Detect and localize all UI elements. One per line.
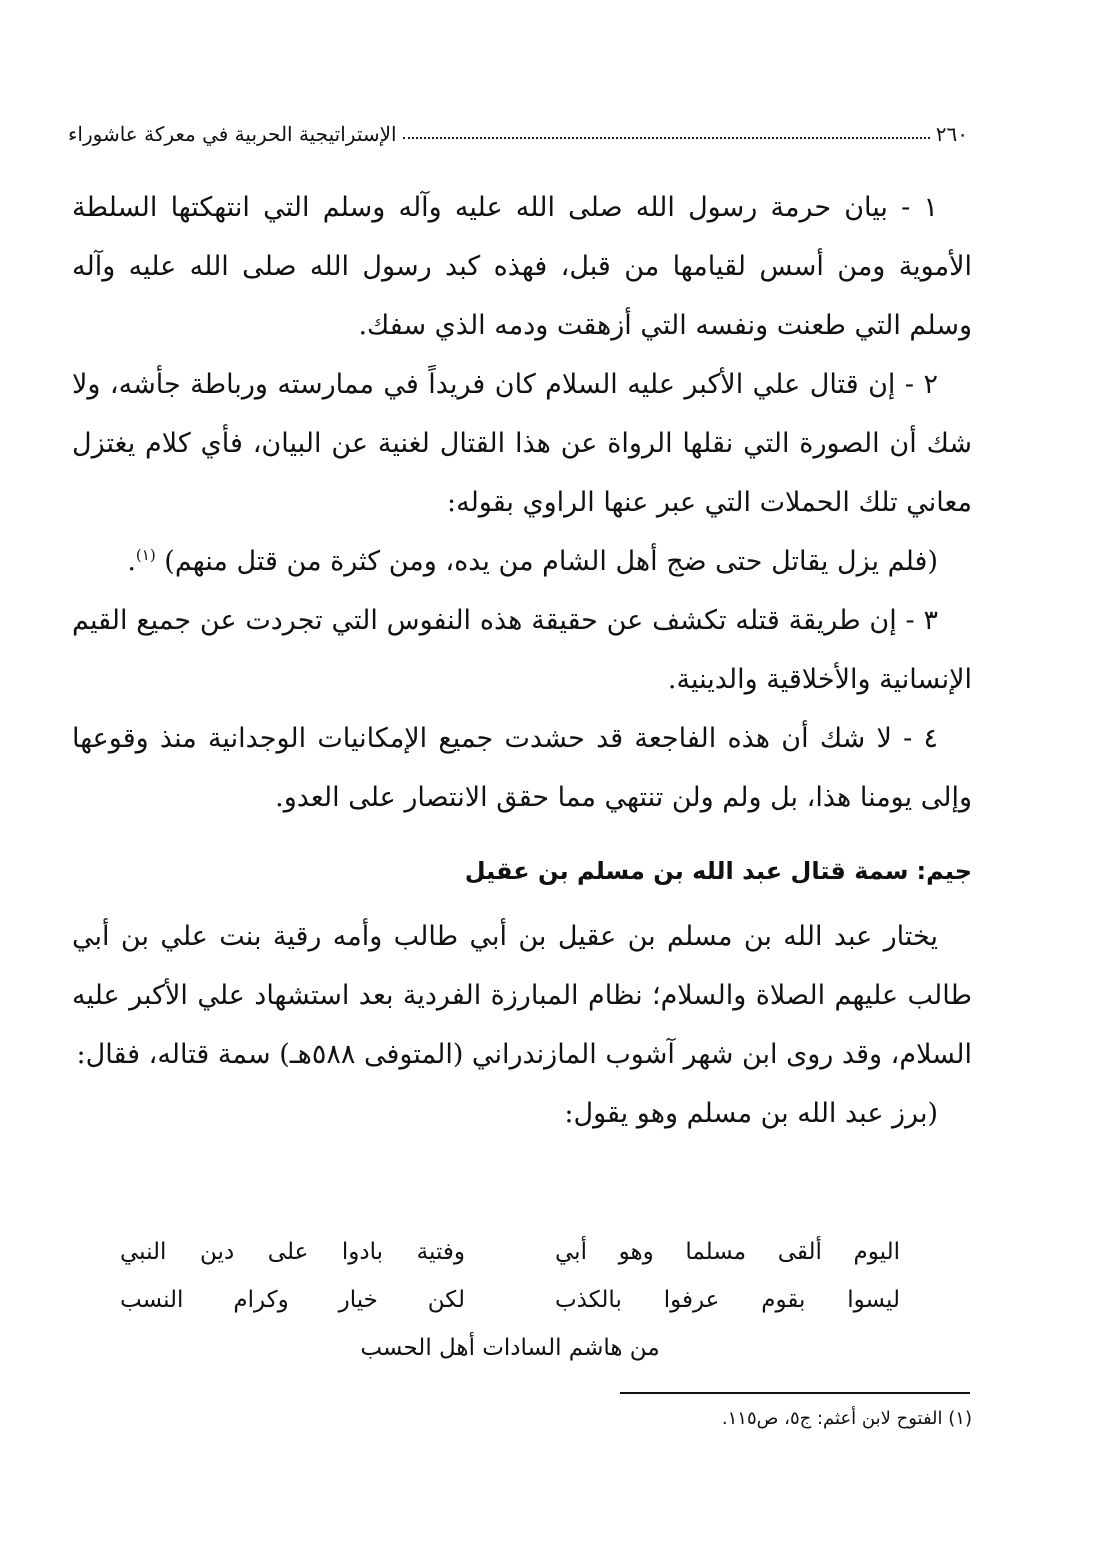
poem	[120, 1228, 900, 1372]
body-text	[72, 178, 972, 1143]
paragraph-4: ٤ - لا شك أن هذه الفاجعة قد حشدت جميع الإمكانيات الوجدانية منذ وقوعها وإلى يومنا هذا، بل ولم ولن تنتهي مما حقق الانتصار على العدو.	[72, 723, 972, 813]
poem-closing-line: من هاشم السادات أهل الحسب	[360, 1335, 660, 1361]
section-label: جيم	[926, 857, 972, 885]
quote-line	[72, 532, 972, 591]
poem-intro: (برز عبد الله بن مسلم وهو يقول:	[564, 1098, 938, 1129]
section-title: سمة قتال عبد الله بن مسلم بن عقيل	[464, 857, 909, 885]
paragraph-3: ٣ - إن طريقة قتله تكشف عن حقيقة هذه النفوس التي تجردت عن جميع القيم الإنسانية والأخلاقية والدينية.	[72, 605, 972, 695]
page-header	[68, 112, 968, 146]
paragraph-2: ٢ - إن قتال علي الأكبر عليه السلام كان فريداً في ممارسته ورباطة جأشه، ولا شك أن الصورة التي نقلها الرواة عن هذا القتال لغنية عن البيان، فأي كلام يغتزل معاني تلك الحملات التي عبر عنها الراوي بقوله:	[72, 369, 972, 518]
footnote-reference: (١)	[135, 546, 156, 564]
poem-verse-1	[120, 1228, 900, 1276]
paragraph-1: ١ - بيان حرمة رسول الله صلى الله عليه وآله وسلم التي انتهكتها السلطة الأموية ومن أسس لقيامها من قبل، فهذه كبد رسول الله صلى الله عليه وآله وسلم التي طعنت ونفسه التي أزهقت ودمه الذي سفك.	[72, 192, 972, 341]
section-separator: :	[916, 857, 927, 885]
poem-hemistich-second: لكن خيار وكرام النسب	[120, 1287, 465, 1313]
poem-hemistich-first: اليوم ألقى مسلما وهو أبي	[555, 1239, 900, 1265]
header-dot-leader	[403, 137, 930, 139]
section-heading	[72, 841, 972, 901]
section-paragraph: يختار عبد الله بن مسلم بن عقيل بن أبي طالب وأمه رقية بنت علي بن أبي طالب عليهم الصلاة والسلام؛ نظام المبارزة الفردية بعد استشهاد علي الأكبر عليه السلام، وقد روى ابن شهر آشوب المازندراني (المتوفى ٥٨٨هـ) سمة قتاله، فقال:	[72, 921, 972, 1070]
quote-end: .	[127, 546, 136, 577]
footnote: (١) الفتوح لابن أعثم: ج٥، ص١١٥.	[721, 1408, 972, 1429]
poem-closing-verse	[120, 1324, 900, 1372]
footnote-separator	[620, 1392, 970, 1394]
poem-verse-2	[120, 1276, 900, 1324]
page-number: ٢٦٠	[935, 122, 968, 146]
quote-text: (فلم يزل يقاتل حتى ضج أهل الشام من يده، ومن كثرة من قتل منهم)	[164, 546, 938, 577]
poem-hemistich-first: ليسوا بقوم عرفوا بالكذب	[555, 1287, 900, 1313]
poem-hemistich-second: وفتية بادوا على دين النبي	[120, 1239, 465, 1265]
running-title: الإستراتيجية الحربية في معركة عاشوراء	[68, 122, 397, 146]
